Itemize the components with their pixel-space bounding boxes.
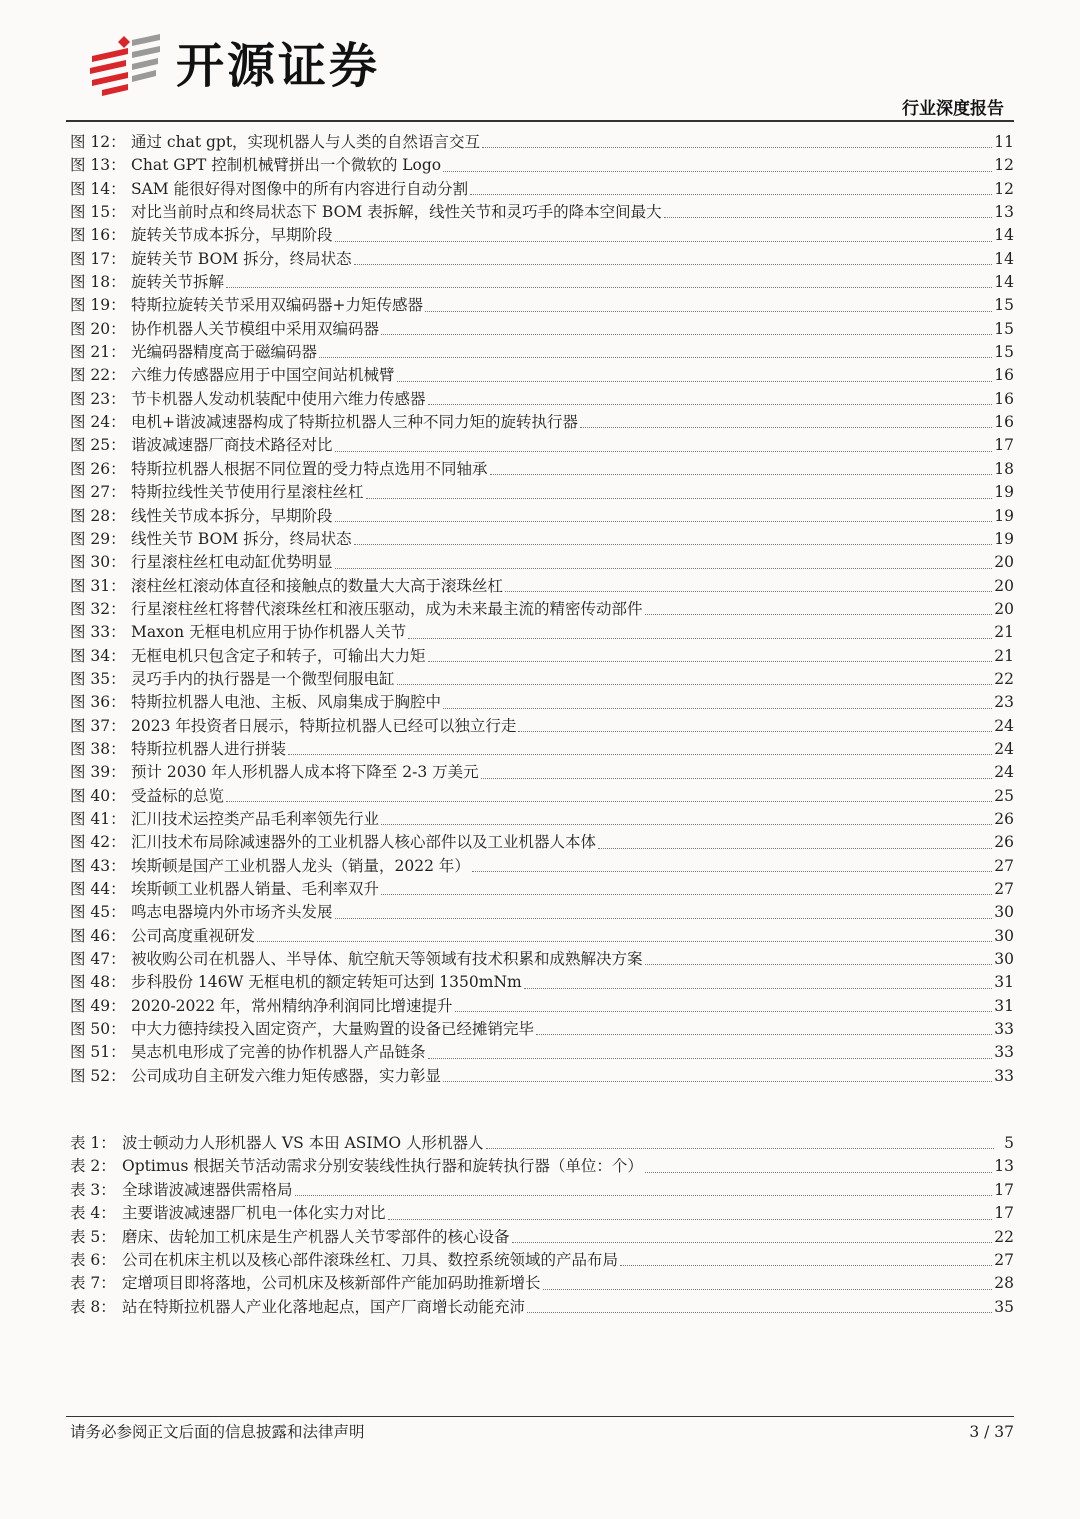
dot-leader [335, 240, 993, 242]
entry-page-number: 14 [994, 226, 1014, 245]
entry-title: 节卡机器人发动机装配中使用六维力传感器 [131, 389, 426, 408]
figure-entry[interactable] [70, 831, 1014, 854]
figure-entry[interactable] [70, 528, 1014, 551]
entry-title: 汇川技术布局除减速器外的工业机器人核心部件以及工业机器人本体 [131, 833, 597, 852]
entry-title: Optimus 根据关节活动需求分别安装线性执行器和旋转执行器（单位：个） [122, 1157, 643, 1176]
entry-title: 特斯拉机器人电池、主板、风扇集成于胸腔中 [131, 693, 442, 712]
entry-page-number: 16 [994, 366, 1014, 385]
page-header [0, 0, 1080, 122]
kaiyuan-logo-icon [88, 34, 178, 96]
entry-page-number: 16 [994, 389, 1014, 408]
dot-leader [397, 683, 993, 685]
dot-leader [366, 497, 993, 499]
entry-page-number: 27 [994, 856, 1014, 875]
figure-entry[interactable] [70, 248, 1014, 271]
header-divider [66, 120, 1014, 122]
entry-title: 特斯拉旋转关节采用双编码器+力矩传感器 [131, 296, 423, 315]
brand-name: 开源证券 [176, 38, 381, 94]
entry-title: 定增项目即将落地，公司机床及核新部件产能加码助推新增长 [122, 1274, 541, 1293]
dot-leader [645, 613, 993, 615]
dot-leader [443, 170, 992, 172]
entry-label: 表 4： [70, 1204, 116, 1223]
entry-title: 全球谐波减速器供需格局 [122, 1180, 293, 1199]
dot-leader [381, 333, 992, 335]
table-entry[interactable] [70, 1249, 1014, 1272]
entry-title: 波士顿动力人形机器人 VS 本田 ASIMO 人形机器人 [122, 1134, 484, 1152]
entry-page-number: 20 [994, 553, 1014, 572]
entry-label: 图 18： [70, 273, 126, 292]
footer-divider [66, 1416, 1014, 1417]
figure-entry[interactable] [70, 598, 1014, 621]
dot-leader [335, 450, 993, 452]
entry-title: 站在特斯拉机器人产业化落地起点，国产厂商增长动能充沛 [122, 1297, 526, 1316]
entry-title: 光编码器精度高于磁编码器 [131, 343, 318, 362]
dot-leader [257, 940, 992, 942]
entry-title: 通过 chat gpt，实现机器人与人类的自然语言交互 [131, 133, 481, 151]
entry-title: 特斯拉机器人进行拼装 [131, 739, 287, 758]
figure-entry[interactable] [70, 668, 1014, 691]
entry-title: 受益标的总览 [131, 786, 225, 805]
figure-entry[interactable] [70, 481, 1014, 504]
entry-page-number: 25 [994, 786, 1014, 805]
figure-entry[interactable] [70, 388, 1014, 411]
entry-page-number: 12 [994, 156, 1014, 175]
entry-title: 旋转关节拆解 [131, 273, 225, 292]
figure-entry[interactable] [70, 341, 1014, 364]
page-number: 3 / 37 [969, 1423, 1014, 1441]
dot-leader [408, 637, 992, 639]
figure-entry[interactable] [70, 808, 1014, 831]
entry-page-number: 13 [994, 1157, 1014, 1176]
entry-page-number: 22 [994, 1227, 1014, 1246]
dot-leader [335, 520, 993, 522]
figure-entry[interactable] [70, 434, 1014, 457]
entry-page-number: 16 [994, 413, 1014, 432]
entry-title: 2023 年投资者日展示，特斯拉机器人已经可以独立行走 [131, 716, 517, 735]
figure-entry[interactable] [70, 271, 1014, 294]
disclaimer-text: 请务必参阅正文后面的信息披露和法律声明 [70, 1423, 365, 1441]
entry-page-number: 20 [994, 599, 1014, 618]
entry-label: 表 3： [70, 1180, 116, 1199]
entry-label: 图 41： [70, 809, 126, 828]
entry-label: 图 45： [70, 903, 126, 922]
entry-title: 埃斯顿是国产工业机器人龙头（销量，2022 年） [131, 856, 470, 875]
entry-title: 公司高度重视研发 [131, 926, 256, 945]
entry-label: 图 26： [70, 459, 126, 478]
entry-title: 线性关节成本拆分，早期阶段 [131, 506, 333, 525]
dot-leader [490, 473, 993, 475]
figure-entry[interactable] [70, 948, 1014, 971]
entry-label: 表 5： [70, 1227, 116, 1246]
figure-entry[interactable] [70, 995, 1014, 1018]
dot-leader [455, 1010, 993, 1012]
report-type-label: 行业深度报告 [902, 99, 1004, 119]
table-entry[interactable] [70, 1226, 1014, 1249]
entry-title: 步科股份 146W 无框电机的额定转矩可达到 1350mNm [131, 973, 522, 992]
dot-leader [428, 403, 993, 405]
figure-entry[interactable] [70, 178, 1014, 201]
entry-title: 公司在机床主机以及核心部件滚珠丝杠、刀具、数控系统领域的产品布局 [122, 1250, 619, 1269]
figure-entry[interactable] [70, 294, 1014, 317]
entry-title: 对比当前时点和终局状态下 BOM 表拆解，线性关节和灵巧手的降本空间最大 [131, 203, 662, 222]
entry-label: 图 27： [70, 483, 126, 502]
figure-entry[interactable] [70, 855, 1014, 878]
entry-label: 图 47： [70, 950, 126, 969]
dot-leader [536, 1033, 992, 1035]
entry-label: 图 50： [70, 1020, 126, 1039]
entry-label: 图 29： [70, 529, 126, 548]
entry-label: 图 19： [70, 296, 126, 315]
figure-entry[interactable] [70, 575, 1014, 598]
dot-leader [226, 286, 992, 288]
dot-leader [428, 1057, 993, 1059]
entry-page-number: 14 [994, 249, 1014, 268]
entry-title: 协作机器人关节模组中采用双编码器 [131, 319, 380, 338]
figure-entry[interactable] [70, 691, 1014, 714]
dot-leader [425, 310, 992, 312]
figure-entry[interactable] [70, 364, 1014, 387]
dot-leader [381, 893, 992, 895]
entry-page-number: 31 [994, 996, 1014, 1015]
entry-label: 图 40： [70, 786, 126, 805]
figure-entry[interactable] [70, 318, 1014, 341]
figure-entry[interactable] [70, 505, 1014, 528]
entry-title: 旋转关节成本拆分，早期阶段 [131, 226, 333, 245]
figure-entry[interactable] [70, 224, 1014, 247]
entry-title: 六维力传感器应用于中国空间站机械臂 [131, 366, 395, 385]
entry-label: 图 12： [70, 133, 126, 151]
dot-leader [226, 800, 992, 802]
entry-page-number: 31 [994, 973, 1014, 992]
dot-leader [472, 870, 992, 872]
entry-title: 公司成功自主研发六维力矩传感器，实力彰显 [131, 1066, 442, 1085]
entry-page-number: 11 [994, 133, 1014, 151]
figure-entry[interactable] [70, 551, 1014, 574]
figure-entry[interactable] [70, 411, 1014, 434]
dot-leader [598, 847, 992, 849]
entry-page-number: 18 [994, 459, 1014, 478]
dot-leader [580, 426, 992, 428]
entry-label: 表 6： [70, 1250, 116, 1269]
entry-label: 图 13： [70, 156, 126, 175]
entry-title: 埃斯顿工业机器人销量、毛利率双升 [131, 880, 380, 898]
dot-leader [388, 1218, 993, 1220]
entry-label: 图 38： [70, 739, 126, 758]
entry-title: Maxon 无框电机应用于协作机器人关节 [131, 623, 407, 642]
dot-leader [645, 1171, 992, 1173]
entry-label: 表 2： [70, 1157, 116, 1176]
entry-title: 鸣志电器境内外市场齐头发展 [131, 903, 333, 922]
dot-leader [543, 1288, 993, 1290]
figure-entry[interactable] [70, 925, 1014, 948]
entry-label: 表 7： [70, 1274, 116, 1293]
entry-label: 图 33： [70, 623, 126, 642]
entry-title: 主要谐波减速器厂机电一体化实力对比 [122, 1204, 386, 1223]
figure-entry[interactable] [70, 1041, 1014, 1064]
dot-leader [443, 1080, 992, 1082]
entry-page-number: 26 [994, 809, 1014, 828]
figure-index-list [70, 131, 1014, 1088]
entry-page-number: 24 [994, 716, 1014, 735]
table-entry[interactable] [70, 1132, 1014, 1155]
entry-page-number: 35 [994, 1297, 1014, 1316]
table-index-list [70, 1132, 1014, 1319]
dot-leader [428, 660, 993, 662]
figure-entry[interactable] [70, 131, 1014, 154]
figure-entry[interactable] [70, 201, 1014, 224]
dot-leader [335, 917, 993, 919]
entry-page-number: 27 [994, 1250, 1014, 1269]
entry-label: 图 49： [70, 996, 126, 1015]
entry-page-number: 15 [994, 319, 1014, 338]
figure-entry[interactable] [70, 458, 1014, 481]
entry-label: 图 43： [70, 856, 126, 875]
entry-page-number: 17 [994, 436, 1014, 455]
entry-label: 图 48： [70, 973, 126, 992]
entry-title: 昊志机电形成了完善的协作机器人产品链条 [131, 1043, 426, 1062]
entry-page-number: 13 [994, 203, 1014, 222]
entry-page-number: 33 [994, 1043, 1014, 1062]
entry-label: 图 31： [70, 576, 126, 595]
entry-label: 图 42： [70, 833, 126, 852]
dot-leader [354, 543, 993, 545]
entry-page-number: 12 [994, 179, 1014, 198]
entry-title: 汇川技术运控类产品毛利率领先行业 [131, 809, 380, 828]
entry-label: 图 39： [70, 763, 126, 782]
entry-page-number: 33 [994, 1020, 1014, 1039]
entry-label: 图 46： [70, 926, 126, 945]
dot-leader [470, 193, 992, 195]
entry-label: 图 17： [70, 249, 126, 268]
dot-leader [645, 963, 993, 965]
figure-entry[interactable] [70, 154, 1014, 177]
figure-entry[interactable] [70, 738, 1014, 761]
entry-label: 图 37： [70, 716, 126, 735]
entry-label: 图 21： [70, 343, 126, 362]
entry-page-number: 19 [994, 529, 1014, 548]
figure-entry[interactable] [70, 971, 1014, 994]
dot-leader [354, 263, 993, 265]
figure-entry[interactable] [70, 761, 1014, 784]
entry-title: 特斯拉线性关节使用行星滚柱丝杠 [131, 483, 364, 502]
dot-leader [482, 146, 992, 148]
table-entry[interactable] [70, 1155, 1014, 1178]
entry-page-number: 21 [994, 646, 1014, 665]
entry-title: 2020-2022 年，常州精纳净利润同比增速提升 [131, 996, 453, 1015]
entry-title: 被收购公司在机器人、半导体、航空航天等领域有技术积累和成熟解决方案 [131, 950, 643, 969]
dot-leader [524, 987, 993, 989]
entry-page-number: 23 [994, 693, 1014, 712]
entry-page-number: 17 [994, 1204, 1014, 1223]
entry-label: 图 30： [70, 553, 126, 572]
entry-page-number: 5 [1004, 1134, 1014, 1152]
dot-leader [335, 567, 993, 569]
entry-page-number: 20 [994, 576, 1014, 595]
entry-title: 磨床、齿轮加工机床是生产机器人关节零部件的核心设备 [122, 1227, 510, 1246]
entry-label: 图 16： [70, 226, 126, 245]
table-entry[interactable] [70, 1202, 1014, 1225]
entry-label: 表 1： [70, 1134, 116, 1152]
entry-label: 图 51： [70, 1043, 126, 1062]
entry-page-number: 33 [994, 1066, 1014, 1085]
entry-page-number: 15 [994, 343, 1014, 362]
entry-label: 图 52： [70, 1066, 126, 1085]
entry-page-number: 30 [994, 903, 1014, 922]
entry-title: 灵巧手内的执行器是一个微型伺服电缸 [131, 669, 395, 688]
entry-label: 图 20： [70, 319, 126, 338]
dot-leader [620, 1264, 992, 1266]
entry-label: 图 23： [70, 389, 126, 408]
table-entry[interactable] [70, 1272, 1014, 1295]
table-entry[interactable] [70, 1296, 1014, 1319]
entry-page-number: 15 [994, 296, 1014, 315]
entry-page-number: 17 [994, 1180, 1014, 1199]
entry-title: 行星滚柱丝杠将替代滚珠丝杠和液压驱动，成为未来最主流的精密传动部件 [131, 599, 643, 618]
dot-leader [486, 1147, 994, 1149]
entry-label: 表 8： [70, 1297, 116, 1316]
entry-page-number: 28 [994, 1274, 1014, 1293]
entry-label: 图 15： [70, 203, 126, 222]
entry-label: 图 44： [70, 880, 126, 898]
entry-label: 图 14： [70, 179, 126, 198]
entry-title: 无框电机只包含定子和转子，可输出大力矩 [131, 646, 426, 665]
entry-label: 图 28： [70, 506, 126, 525]
dot-leader [443, 707, 992, 709]
figure-entry[interactable] [70, 715, 1014, 738]
entry-title: 线性关节 BOM 拆分，终局状态 [131, 529, 352, 548]
entry-page-number: 30 [994, 950, 1014, 969]
figure-entry[interactable] [70, 621, 1014, 644]
entry-title: 中大力德持续投入固定资产，大量购置的设备已经摊销完毕 [131, 1020, 535, 1039]
entry-title: 预计 2030 年人形机器人成本将下降至 2-3 万美元 [131, 763, 479, 782]
entry-title: 电机+谐波减速器构成了特斯拉机器人三种不同力矩的旋转执行器 [131, 413, 578, 432]
entry-page-number: 30 [994, 926, 1014, 945]
dot-leader [397, 380, 993, 382]
entry-page-number: 24 [994, 763, 1014, 782]
entry-label: 图 34： [70, 646, 126, 665]
entry-page-number: 22 [994, 669, 1014, 688]
entry-label: 图 32： [70, 599, 126, 618]
entry-title: 谐波减速器厂商技术路径对比 [131, 436, 333, 455]
dot-leader [664, 216, 993, 218]
dot-leader [295, 1194, 993, 1196]
entry-title: 特斯拉机器人根据不同位置的受力特点选用不同轴承 [131, 459, 488, 478]
dot-leader [518, 730, 992, 732]
entry-page-number: 27 [994, 880, 1014, 898]
entry-page-number: 19 [994, 483, 1014, 502]
dot-leader [505, 590, 992, 592]
entry-page-number: 14 [994, 273, 1014, 292]
entry-page-number: 26 [994, 833, 1014, 852]
figure-entry[interactable] [70, 1065, 1014, 1088]
entry-page-number: 19 [994, 506, 1014, 525]
dot-leader [288, 753, 992, 755]
entry-page-number: 24 [994, 739, 1014, 758]
figure-entry[interactable] [70, 901, 1014, 924]
entry-label: 图 22： [70, 366, 126, 385]
figure-entry[interactable] [70, 878, 1014, 901]
entry-title: SAM 能很好得对图像中的所有内容进行自动分割 [131, 179, 469, 198]
figure-entry[interactable] [70, 645, 1014, 668]
dot-leader [512, 1241, 993, 1243]
figure-entry[interactable] [70, 1018, 1014, 1041]
dot-leader [381, 823, 992, 825]
entry-label: 图 25： [70, 436, 126, 455]
figure-entry[interactable] [70, 785, 1014, 808]
entry-page-number: 21 [994, 623, 1014, 642]
entry-title: 滚柱丝杠滚动体直径和接触点的数量大大高于滚珠丝杠 [131, 576, 504, 595]
entry-title: 行星滚柱丝杠电动缸优势明显 [131, 553, 333, 572]
dot-leader [481, 777, 993, 779]
entry-title: Chat GPT 控制机械臂拼出一个微软的 Logo [131, 156, 442, 175]
entry-label: 图 36： [70, 693, 126, 712]
entry-label: 图 35： [70, 669, 126, 688]
entry-label: 图 24： [70, 413, 126, 432]
dot-leader [527, 1311, 992, 1313]
dot-leader [319, 356, 992, 358]
entry-title: 旋转关节 BOM 拆分，终局状态 [131, 249, 352, 268]
table-entry[interactable] [70, 1179, 1014, 1202]
